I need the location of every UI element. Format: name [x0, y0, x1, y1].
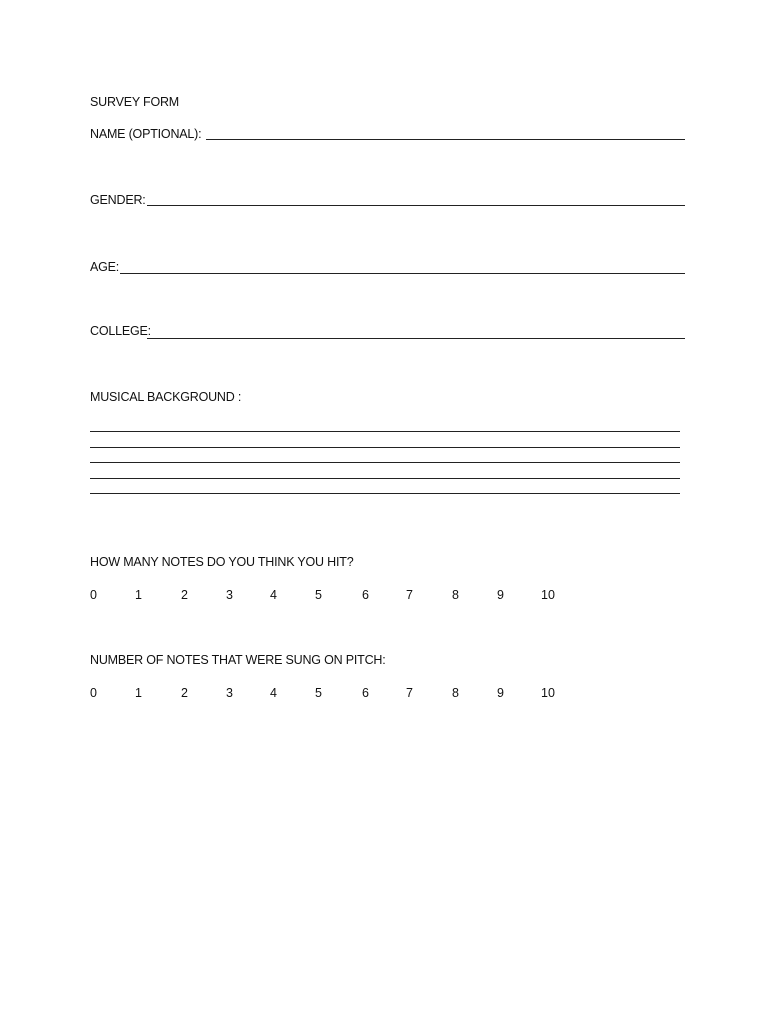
- college-field-line[interactable]: [147, 338, 685, 339]
- notes-hit-option-0[interactable]: 0: [90, 588, 97, 602]
- on-pitch-option-1[interactable]: 1: [135, 686, 142, 700]
- on-pitch-option-0[interactable]: 0: [90, 686, 97, 700]
- musical-background-label: MUSICAL BACKGROUND :: [90, 390, 242, 404]
- on-pitch-option-6[interactable]: 6: [362, 686, 369, 700]
- notes-hit-question: HOW MANY NOTES DO YOU THINK YOU HIT?: [90, 555, 354, 569]
- musical-background-line-3[interactable]: [90, 462, 680, 463]
- notes-hit-option-1[interactable]: 1: [135, 588, 142, 602]
- on-pitch-option-4[interactable]: 4: [270, 686, 277, 700]
- musical-background-line-2[interactable]: [90, 447, 680, 448]
- gender-field-line[interactable]: [147, 205, 685, 206]
- notes-hit-option-5[interactable]: 5: [315, 588, 322, 602]
- name-label: NAME (OPTIONAL):: [90, 127, 202, 141]
- notes-hit-option-7[interactable]: 7: [406, 588, 413, 602]
- on-pitch-option-9[interactable]: 9: [497, 686, 504, 700]
- notes-on-pitch-question: NUMBER OF NOTES THAT WERE SUNG ON PITCH:: [90, 653, 386, 667]
- on-pitch-option-8[interactable]: 8: [452, 686, 459, 700]
- on-pitch-option-10[interactable]: 10: [541, 686, 555, 700]
- notes-hit-option-3[interactable]: 3: [226, 588, 233, 602]
- notes-hit-option-8[interactable]: 8: [452, 588, 459, 602]
- on-pitch-option-7[interactable]: 7: [406, 686, 413, 700]
- musical-background-line-1[interactable]: [90, 431, 680, 432]
- gender-label: GENDER:: [90, 193, 146, 207]
- college-label: COLLEGE:: [90, 324, 151, 338]
- age-label: AGE:: [90, 260, 120, 274]
- on-pitch-option-3[interactable]: 3: [226, 686, 233, 700]
- on-pitch-option-2[interactable]: 2: [181, 686, 188, 700]
- on-pitch-option-5[interactable]: 5: [315, 686, 322, 700]
- notes-hit-option-10[interactable]: 10: [541, 588, 555, 602]
- notes-hit-option-6[interactable]: 6: [362, 588, 369, 602]
- age-field-line[interactable]: [120, 273, 685, 274]
- notes-hit-option-2[interactable]: 2: [181, 588, 188, 602]
- musical-background-line-5[interactable]: [90, 493, 680, 494]
- name-field-line[interactable]: [206, 139, 685, 140]
- notes-hit-option-4[interactable]: 4: [270, 588, 277, 602]
- musical-background-line-4[interactable]: [90, 478, 680, 479]
- notes-hit-option-9[interactable]: 9: [497, 588, 504, 602]
- form-title: SURVEY FORM: [90, 95, 180, 109]
